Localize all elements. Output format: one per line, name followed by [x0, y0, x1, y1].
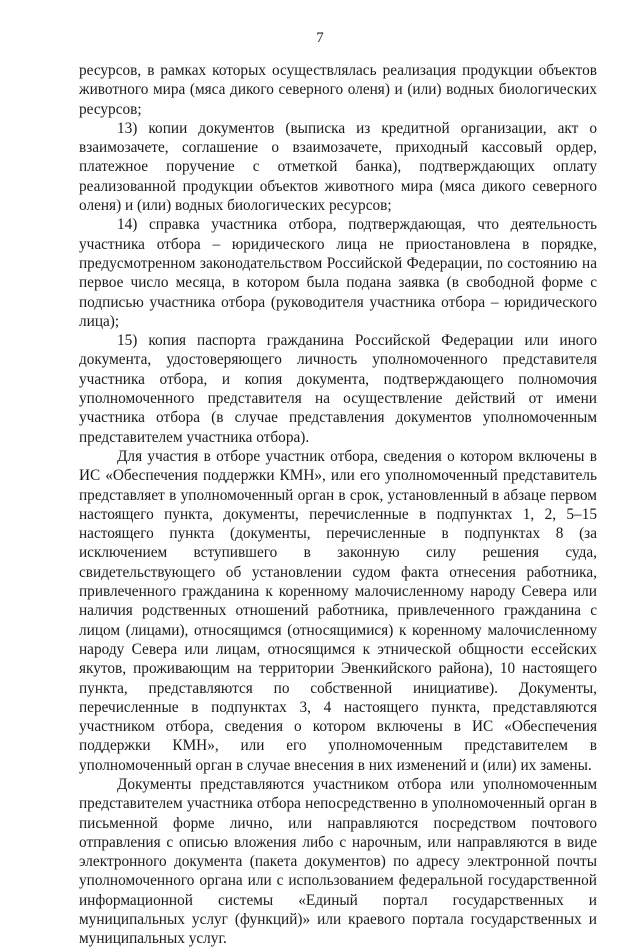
paragraph-item-14: 14) справка участника отбора, подтверждающая, что деятельность участника отбора – юридического лица не приостановлена в порядке, предусмотренном законодательством Российской Федерации, по состоянию на первое число месяца, в котором была подана заявка (в свободной форме с подписью участника отбора (руководителя участника отбора – юридического лица);: [79, 216, 597, 330]
paragraph-item-15: 15) копия паспорта гражданина Российской Федерации или иного документа, удостоверяющего личность уполномоченного представителя участника отбора, и копия документа, подтверждающего полномочия уполномоченного представителя на осуществление действий от имени участника отбора (в случае представления документов уполномоченным представителем участника отбора).: [79, 332, 597, 446]
paragraph-continuation: ресурсов, в рамках которых осуществлялась реализация продукции объектов животного мира (мяса дикого северного оленя) и (или) водных биологических ресурсов;: [79, 62, 597, 118]
paragraph-item-13: 13) копии документов (выписка из кредитной организации, акт о взаимозачете, соглашение о взаимозачете, приходный кассовый ордер, платежное поручение с отметкой банка), подтверждающих оплату реализованной продукции объектов животного мира (мяса дикого северного оленя) и (или) водных биологических ресурсов;: [79, 119, 597, 215]
paragraph-submission: Документы представляются участником отбора или уполномоченным представителем участника отбора непосредственно в уполномоченный орган в письменной форме лично, или направляются посредством почтового отправления с описью вложения либо с нарочным, или направляются в виде электронного документа (пакета документов) по адресу электронной почты уполномоченного органа или с использованием федеральной государственной информационной системы «Единый портал государственных и муниципальных услуг (функций)» или краевого портала государственных и муниципальных услуг.: [79, 775, 597, 948]
document-body: [79, 61, 597, 949]
page-number: 7: [316, 30, 324, 46]
paragraph-participation: Для участия в отборе участник отбора, сведения о котором включены в ИС «Обеспечения поддержки КМН», или его уполномоченный представитель представляет в уполномоченный орган в срок, установленный в абзаце первом настоящего пункта, документы, перечисленные в подпунктах 1, 2, 5–15 настоящего пункта (документы, перечисленные в подпунктах 8 (за исключением вступившего в законную силу решения суда, свидетельствующего об установлении судом факта отнесения работника, привлеченного гражданина к коренному малочисленному народу Севера или наличия родственных отношений работника, привлеченного гражданина с лицом (лицами), относящимся (относящимися) к коренному малочисленному народу Севера или лицам, относящимся к этнической общности ессейских якутов, проживающим на территории Эвенкийского района), 10 настоящего пункта, представляются по собственной инициативе). Документы, перечисленные в подпунктах 3, 4 настоящего пункта, представляются участником отбора, сведения о котором включены в ИС «Обеспечения поддержки КМН», или его уполномоченным представителем в уполномоченный орган в случае внесения в них изменений и (или) их замены.: [79, 447, 597, 774]
